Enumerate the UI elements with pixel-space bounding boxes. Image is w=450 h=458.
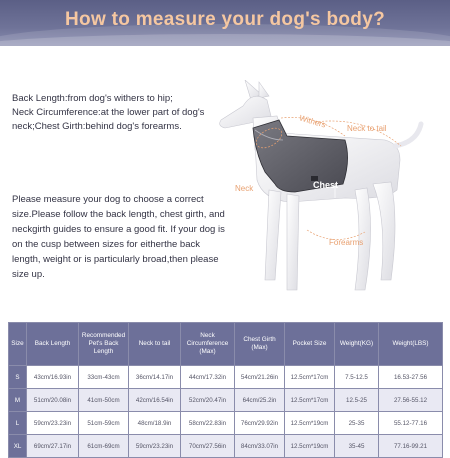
column-header: Back Length: [27, 323, 79, 366]
table-cell: 61cm-69cm: [79, 435, 129, 458]
table-cell: 70cm/27.56in: [181, 435, 235, 458]
table-cell: 69cm/27.17in: [27, 435, 79, 458]
table-cell: 25-35: [335, 412, 379, 435]
table-cell: 36cm/14.17in: [129, 366, 181, 389]
table-cell: 43cm/16.93in: [27, 366, 79, 389]
table-cell: 35-45: [335, 435, 379, 458]
table-cell: 41cm-50cm: [79, 389, 129, 412]
size-cell: L: [9, 412, 27, 435]
table-cell: 51cm-59cm: [79, 412, 129, 435]
back-length-definition: Back Length:from dog's withers to hip;: [12, 93, 173, 104]
column-header: Neck to tail: [129, 323, 181, 366]
table-cell: 52cm/20.47in: [181, 389, 235, 412]
table-cell: 64cm/25.2in: [235, 389, 285, 412]
table-cell: 76cm/29.92in: [235, 412, 285, 435]
neck-label: Neck: [235, 184, 254, 193]
chest-label: Chest: [313, 180, 339, 190]
table-cell: 16.53-27.56: [379, 366, 443, 389]
table-cell: 42cm/16.54in: [129, 389, 181, 412]
table-cell: 27.56-55.12: [379, 389, 443, 412]
table-row: [9, 366, 443, 389]
table-cell: 12.5cm*17cm: [285, 366, 335, 389]
column-header: Chest Girth (Max): [235, 323, 285, 366]
page-title: How to measure your dog's body?: [65, 9, 385, 30]
forearms-label: Forearms: [329, 238, 364, 247]
measurement-definitions: [12, 92, 212, 134]
table-cell: 58cm/22.83in: [181, 412, 235, 435]
neck-chest-definition: Neck Circumference:at the lower part of dog's neck;Chest Girth:behind dog's forearms.: [12, 107, 205, 132]
column-header: Weight(KG): [335, 323, 379, 366]
table-cell: 59cm/23.23in: [129, 435, 181, 458]
column-header: Weight(LBS): [379, 323, 443, 366]
table-cell: 12.5cm*17cm: [285, 389, 335, 412]
dog-mannequin-illustration: [195, 80, 450, 310]
table-row: [9, 435, 443, 458]
size-cell: S: [9, 366, 27, 389]
size-cell: XL: [9, 435, 27, 458]
table-cell: 7.5-12.5: [335, 366, 379, 389]
dog-diagram: [195, 80, 450, 310]
table-cell: 48cm/18.9in: [129, 412, 181, 435]
table-cell: 51cm/20.08in: [27, 389, 79, 412]
table-cell: 12.5-25: [335, 389, 379, 412]
table-cell: 44cm/17.32in: [181, 366, 235, 389]
table-cell: 84cm/33.07in: [235, 435, 285, 458]
withers-label: Withers: [298, 113, 327, 130]
neck-to-tail-label: Neck to tail: [347, 124, 387, 133]
column-header: Size: [9, 323, 27, 366]
table-cell: 33cm-43cm: [79, 366, 129, 389]
sizing-advice: Please measure your dog to choose a correct size.Please follow the back length, chest girth, and neckgirth guides to ensure a good fit. If your dog is on the cusp between sizes for eitherthe back length, weight or is particularly broad,then please size up.: [12, 194, 225, 280]
table-cell: 77.16-99.21: [379, 435, 443, 458]
table-cell: 12.5cm*19cm: [285, 412, 335, 435]
column-header: Pocket Size: [285, 323, 335, 366]
size-chart-table: [8, 322, 443, 458]
table-row: [9, 412, 443, 435]
table-cell: 59cm/23.23in: [27, 412, 79, 435]
table-cell: 54cm/21.26in: [235, 366, 285, 389]
table-row: [9, 389, 443, 412]
table-cell: 55.12-77.16: [379, 412, 443, 435]
size-cell: M: [9, 389, 27, 412]
column-header: Neck Circumference (Max): [181, 323, 235, 366]
table-header-row: [9, 323, 443, 366]
column-header: Recommended Pet's Back Length: [79, 323, 129, 366]
table-cell: 12.5cm*19cm: [285, 435, 335, 458]
